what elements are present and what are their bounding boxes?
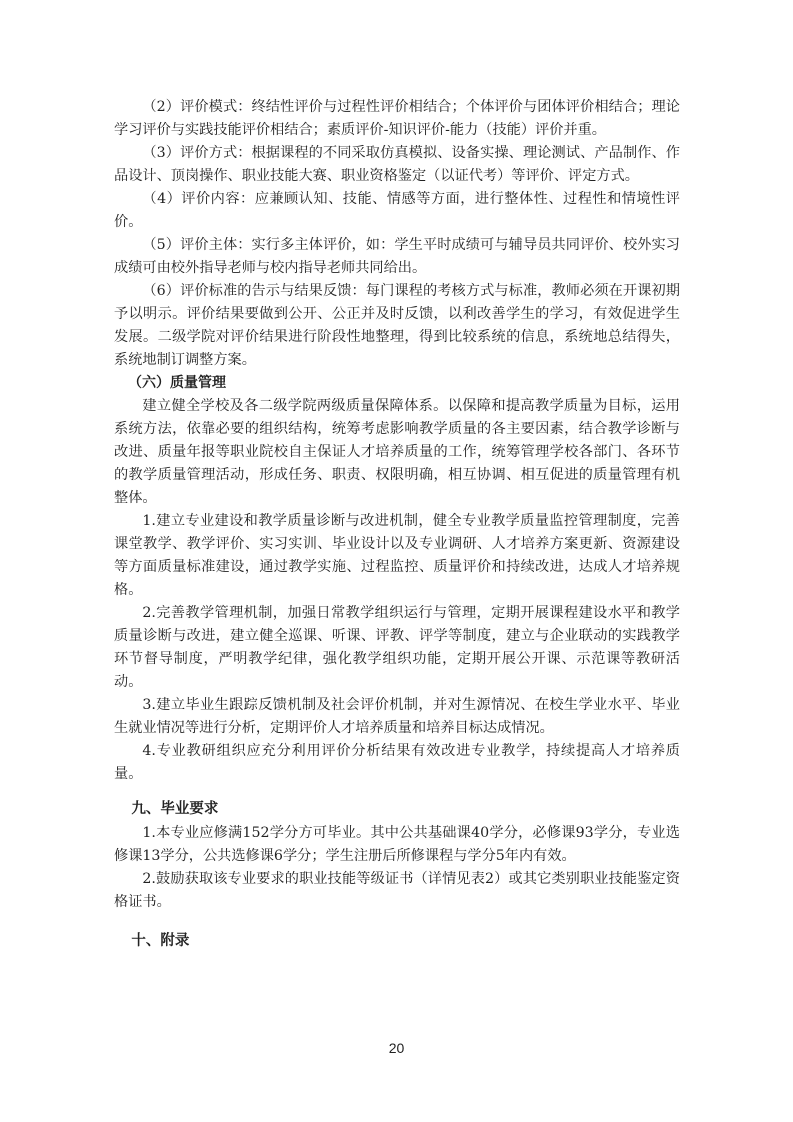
quality-management-heading: （六）质量管理 bbox=[128, 375, 226, 391]
evaluation-method-paragraph: （3）评价方式：根据课程的不同采取仿真模拟、设备实操、理论测试、产品制作、作品设计、顶岗操作、职业技能大赛、职业资格鉴定（以证代考）等评价、评定方式。 bbox=[114, 145, 680, 184]
page-number: 20 bbox=[388, 1040, 405, 1056]
graduation-certificate-paragraph: 2.鼓励获取该专业要求的职业技能等级证书（详情见表2）或其它类别职业技能鉴定资格证书。 bbox=[114, 871, 680, 910]
quality-item-3-paragraph: 3.建立毕业生跟踪反馈机制及社会评价机制，并对生源情况、在校生学业水平、毕业生就业情况等进行分析，定期评价人才培养质量和培养目标达成情况。 bbox=[114, 697, 680, 736]
graduation-requirements-heading: 九、毕业要求 bbox=[131, 801, 219, 817]
quality-item-1-paragraph: 1.建立专业建设和教学质量诊断与改进机制，健全专业教学质量监控管理制度，完善课堂教学、教学评价、实习实训、毕业设计以及专业调研、人才培养方案更新、资源建设等方面质量标准建设，通过教学实施、过程监控、质量评价和持续改进，达成人才培养规格。 bbox=[114, 513, 680, 598]
page-body bbox=[114, 96, 680, 954]
evaluation-standard-paragraph: （6）评价标准的告示与结果反馈：每门课程的考核方式与标准，教师必须在开课初期予以明示。评价结果要做到公开、公正并及时反馈，以利改善学生的学习，有效促进学生发展。二级学院对评价结果进行阶段性地整理，得到比较系统的信息，系统地总结得失，系统地制订调整方案。 bbox=[114, 283, 680, 368]
quality-system-paragraph: 建立健全学校及各二级学院两级质量保障体系。以保障和提高教学质量为目标，运用系统方法，依靠必要的组织结构，统筹考虑影响教学质量的各主要因素，结合教学诊断与改进、质量年报等职业院校自主保证人才培养质量的工作，统筹管理学校各部门、各环节的教学质量管理活动，形成任务、职责、权限明确，相互协调、相互促进的质量管理有机整体。 bbox=[114, 398, 680, 506]
appendix-heading: 十、附录 bbox=[131, 933, 190, 949]
quality-item-2-paragraph: 2.完善教学管理机制，加强日常教学组织运行与管理，定期开展课程建设水平和教学质量诊断与改进，建立健全巡课、听课、评教、评学等制度，建立与企业联动的实践教学环节督导制度，严明教学纪律，强化教学组织功能，定期开展公开课、示范课等教研活动。 bbox=[114, 605, 680, 690]
graduation-credits-paragraph: 1.本专业应修满152学分方可毕业。其中公共基础课40学分，必修课93学分，专业选修课13学分，公共选修课6学分；学生注册后所修课程与学分5年内有效。 bbox=[114, 825, 680, 864]
evaluation-subject-paragraph: （5）评价主体：实行多主体评价，如：学生平时成绩可与辅导员共同评价、校外实习成绩可由校外指导老师与校内指导老师共同给出。 bbox=[114, 237, 680, 276]
evaluation-content-paragraph: （4）评价内容：应兼顾认知、技能、情感等方面，进行整体性、过程性和情境性评价。 bbox=[114, 191, 680, 230]
evaluation-mode-paragraph: （2）评价模式：终结性评价与过程性评价相结合；个体评价与团体评价相结合；理论学习评价与实践技能评价相结合；素质评价-知识评价-能力（技能）评价并重。 bbox=[114, 99, 680, 138]
quality-item-4-paragraph: 4.专业教研组织应充分利用评价分析结果有效改进专业教学，持续提高人才培养质量。 bbox=[114, 743, 680, 782]
